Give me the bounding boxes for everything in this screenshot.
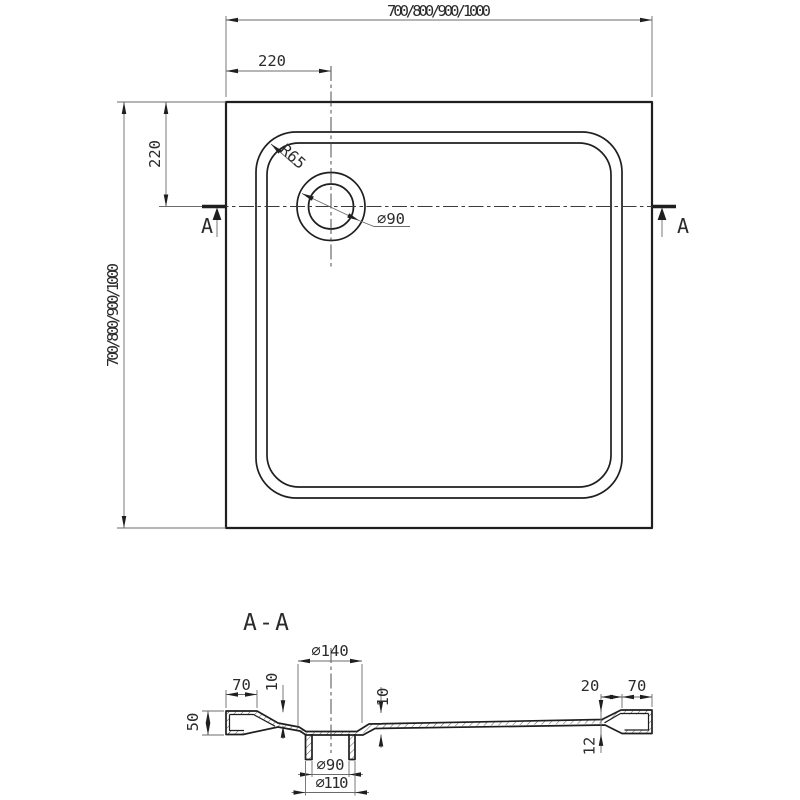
dimension-value: 70 xyxy=(627,677,647,695)
top-view xyxy=(104,2,689,528)
section-view xyxy=(184,610,652,796)
dimension-value: 20 xyxy=(580,677,600,695)
dimension-left-rim-width xyxy=(226,676,257,708)
dimension-value: 10 xyxy=(374,687,392,707)
dimension-value: ⌀110 xyxy=(315,774,349,792)
dimension-value: 220 xyxy=(146,140,164,168)
dimension-value: 700/800/900/1000 xyxy=(104,263,122,367)
leader-corner-radius xyxy=(271,141,309,173)
dimension-value: 220 xyxy=(258,52,286,70)
tray-floor-edge xyxy=(267,140,611,487)
dimension-drain-offset-x xyxy=(226,52,331,71)
dimension-recess-diameter xyxy=(298,642,362,726)
dimension-top-width xyxy=(226,2,652,97)
dimension-drain-offset-y xyxy=(146,102,202,207)
section-cut-marks xyxy=(201,207,689,239)
section-title: A - A xyxy=(243,610,289,636)
radius-value: R65 xyxy=(276,140,310,173)
dimension-value: 50 xyxy=(184,712,202,732)
diameter-value: ⌀90 xyxy=(377,210,405,228)
dimension-value: 10 xyxy=(263,672,281,692)
dimension-value: 700/800/900/1000 xyxy=(387,2,491,20)
dimension-value: ⌀90 xyxy=(316,756,345,774)
dimension-value: 70 xyxy=(232,676,251,694)
leader-drain-diameter xyxy=(302,194,410,229)
dimension-value: 12 xyxy=(580,736,599,756)
tray-inner-rim-edge xyxy=(256,132,622,498)
dimension-value: ⌀140 xyxy=(311,642,349,660)
section-letter-right: A xyxy=(676,214,690,238)
section-arrow-left xyxy=(213,208,222,221)
dimension-left-height xyxy=(184,711,224,735)
dimension-right-depth xyxy=(374,687,392,748)
dimension-right-rim-width xyxy=(622,677,652,707)
dimension-right-height xyxy=(581,700,602,755)
section-letter-left: A xyxy=(200,214,214,238)
section-arrow-right xyxy=(658,208,667,221)
dimension-left-height xyxy=(104,102,226,528)
